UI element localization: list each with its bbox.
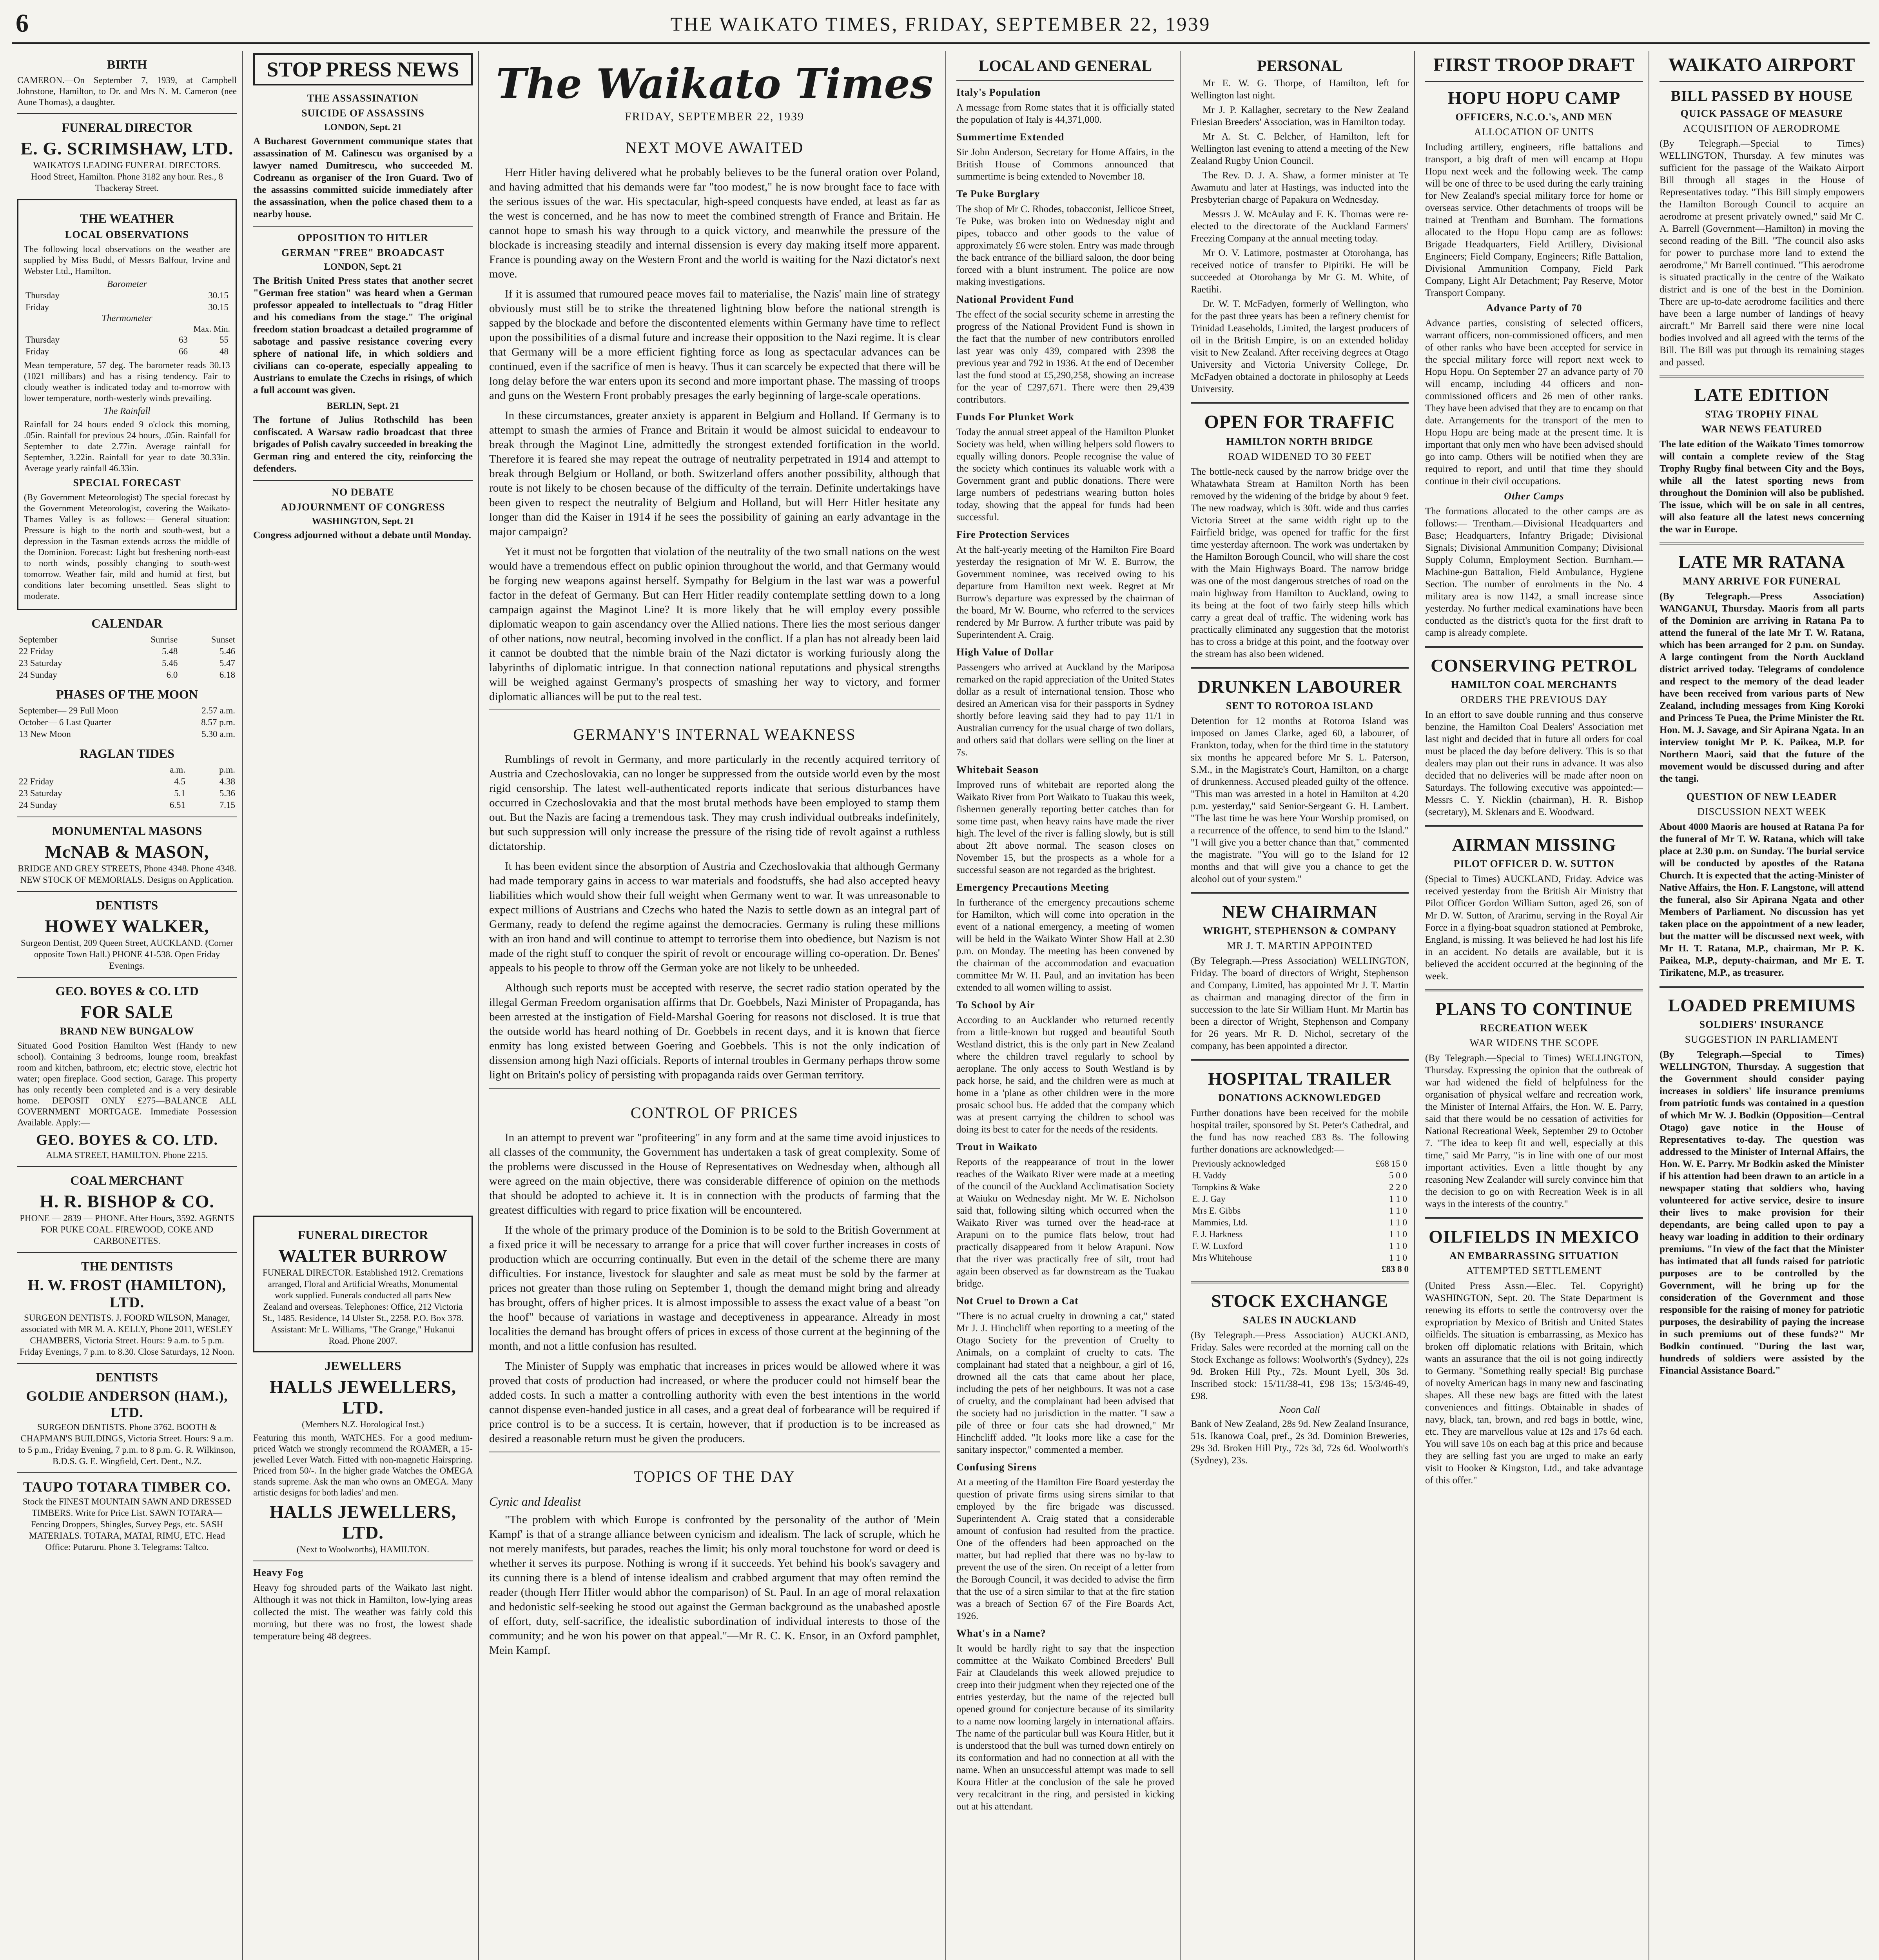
column-classifieds [12,51,243,1960]
camp-heading: HOPU HOPU CAMP [1447,88,1621,108]
local-item-title: Whitebait Season [956,764,1039,775]
donation-row: Mrs Whitehouse 1 1 0 [1192,1253,1407,1263]
local-item-text: The shop of Mr C. Rhodes, tobacconist, Jellicoe Street, Te Puke, was broken into on Wednesday night and pipes, tobacco and other goods to the value of approximately £6 were stolen. Entry was made through the back entrance of the billiard saloon, the door being forced with a blunt instrument. The police are now making investigations. [956,204,1174,287]
funeral-tagline: WAIKATO'S LEADING FUNERAL DIRECTORS. [33,160,221,170]
advance-text: Advance parties, consisting of selected officers, warrant officers, non-commissioned officers, and men of other ranks who have been accepted for service in the special military force will report next week to Hopu Hopu. On September 27 an advance party of 70 will encamp, including 44 officers and non-commissioned officers and 26 men of other ranks. They have been advised that they are to encamp on that date. Arrangements for the transport of the men to Hopu Hopu are being made at the present time. It is important that only men who have been advised should go into camp. Others will be notified when they are required to report, and until that time they should continue in their civil occupations. [1425,318,1643,486]
trailer-heading: HOSPITAL TRAILER [1208,1069,1392,1089]
dentists3-heading: DENTISTS [96,1370,158,1384]
birth-notice: CAMERON.—On September 7, 1939, at Campbell Johnstone, Hamilton, to Dr. and Mrs N. M. Cameron (nee Aune Thomas), a daughter. [17,75,237,107]
local-item-title: Not Cruel to Drown a Cat [956,1295,1079,1307]
halls-advertiser: HALLS JEWELLERS, LTD. [269,1377,457,1417]
local-item-text: Today the annual street appeal of the Hamilton Plunket Society was held, when willing helpers sold flowers to equally willing donors. People recognise the value of the society which continues its valuable work with a Government grant and public donations. There were large numbers of pedestrians wearing button holes today, showing that the appeal for funds had been successful. [956,427,1174,523]
stock-heading: STOCK EXCHANGE [1211,1291,1388,1311]
stop-press-item-head: NO DEBATE [332,486,394,498]
trailer-text: Further donations have been received for the mobile hospital trailer, sponsored by St. Peter's Cathedral, and the fund has now reached £83 8s. The following further donations are acknowledged:— [1191,1108,1409,1155]
halls-text: Featuring this month, WATCHES. For a good medium-priced Watch we strongly recommend the ROAMER, a 15-jewelled Lever Watch. Fitted with non-magnetic Hairspring. Priced from 50/-. In the higher grade Watches the OMEGA stands supreme. Ask the man who owns an OMEGA. Many artistic designs for both ladies' and men. [253,1433,473,1497]
totara-text: Stock the FINEST MOUNTAIN SAWN AND DRESSED TIMBERS. Write for Price List. SAWN TOTARA—Fencing Droppers, Shingles, Survey Pegs, etc. SASH MATERIALS. TOTARA, MATAI, RIMU, ETC. Head Office: Putaruru. Phone 3. Telegrams: Taltco. [22,1497,232,1552]
stop-press-item-sub: GERMAN "FREE" BROADCAST [281,247,444,258]
weather-heading: THE WEATHER [80,211,174,225]
late-edition-text: The late edition of the Waikato Times tomorrow will contain a complete review of the Stag Trophy Rugby final between City and the Boys, while all the latest sporting news from throughout the Dominion will also be published. The issue, which will be on sale in all centres, will also feature all the latest news concerning the war in Europe. [1660,439,1864,535]
coal-heading: COAL MERCHANT [70,1173,184,1187]
editorial-heading: TOPICS OF THE DAY [633,1468,796,1485]
topic-subheading: Cynic and Idealist [489,1494,581,1508]
newspaper-running-title: THE WAIKATO TIMES, FRIDAY, SEPTEMBER 22, 1939 [670,13,1211,35]
late-edition-heading: LATE EDITION [1694,385,1830,405]
local-item-text: At the half-yearly meeting of the Hamilton Fire Board yesterday the resignation of Mr W. E. Burrow, the Government nominee, was received owing to his departure from Hamilton next week. Regret at Mr Burrow's departure was expressed by the chairman of the board, Mr W. Bourne, who referred to the services rendered by Mr Burrow. A further tribute was paid by Superintendent A. Craig. [956,544,1174,640]
plans-text: (By Telegraph.—Special to Times) WELLINGTON, Thursday. Expressing the opinion that the outbreak of war had widened the field of helpfulness for the organisation of physical welfare and recreation work, the Minister of Internal Affairs, the Hon. W. E. Parry, said that there would be no cessation of activities for National Recreational Week, September 29 to October 7. "The idea to keep fit and well, especially at this time," said Mr Parry, "is in line with one of our most important activities. Even a little thought by any reasoning New Zealander will surely convince him that the decision to go on with Recreation Week is in all ways in the interests of the country." [1425,1053,1643,1209]
airman-text: (Special to Times) AUCKLAND, Friday. Advice was received yesterday from the British Air Ministry that Pilot Officer Gordon William Sutton, aged 26, son of Mr D. W. Sutton, of Ararimu, serving in the Royal Air Force in a flying-boat squadron stationed at Pembroke, England, is missing. It was believed he had lost his life in an accident. No details are available, but it is believed the accident occurred at the beginning of the week. [1425,874,1643,982]
editorial-heading: GERMANY'S INTERNAL WEAKNESS [573,726,856,743]
forecast-heading: SPECIAL FORECAST [73,477,181,488]
local-item-title: To School by Air [956,999,1035,1011]
weather-summary: Mean temperature, 57 deg. The barometer reads 30.13 (1021 millibars) and has a rising tendency. Fair to cloudy weather is indicated today and to-morrow with lower temperature, north-westerly winds prevailing. [24,360,230,403]
tides-table: a.m. p.m. 22 Friday 4.5 4.38 23 Saturday 5.1 5.36 24 Sunday 6.51 7.15 [19,765,235,810]
ratana-heading: LATE MR RATANA [1678,552,1845,572]
newspaper-masthead: The Waikato Times [496,60,933,108]
halls-advertiser-2: HALLS JEWELLERS, LTD. [269,1502,457,1543]
editorial-heading: NEXT MOVE AWAITED [625,139,804,156]
boyes-heading: GEO. BOYES & CO. LTD [55,984,199,998]
stop-press-item-head: THE ASSASSINATION [307,93,419,104]
dentists-heading: DENTISTS [96,898,158,912]
local-general-heading: LOCAL AND GENERAL [978,57,1152,74]
column-local-general [951,51,1181,1960]
fog-text: Heavy fog shrouded parts of the Waikato last night. Although it was not thick in Hamilton, low-lying areas collected the mist. The weather was fairly cold this morning, but there was no frost, the lowest shade temperature being 48 degrees. [253,1583,473,1642]
weather-intro: The following local observations on the weather are supplied by Miss Budd, of Messrs Balfour, Irvine and Webster Ltd., Hamilton. [24,244,230,276]
dentist-advertiser: HOWEY WALKER, [45,916,209,936]
local-item-title: Summertime Extended [956,131,1065,143]
jewellers-heading: JEWELLERS [325,1359,401,1373]
monument-text: BRIDGE AND GREY STREETS, Phone 4348. Phone 4348. NEW STOCK OF MEMORIALS. Designs on Application. [18,864,236,885]
draft-heading: FIRST TROOP DRAFT [1433,54,1635,75]
noon-text: Bank of New Zealand, 28s 9d. New Zealand Insurance, 51s. Ikanowa Coal, pref., 2s 3d. Dominion Breweries, 29s 3d. Broken Hill Pty., 72s 3d, 72s 6d. Woolworth's (Sydney), 23s. [1191,1419,1409,1466]
funeral-advertiser: E. G. SCRIMSHAW, LTD. [20,138,234,158]
calendar-table: September Sunrise Sunset 22 Friday 5.48 5.46 23 Saturday 5.46 5.47 24 Sunday 6.0 6.18 [19,635,235,680]
donation-row: F. J. Harkness 1 1 0 [1192,1229,1407,1239]
barometer-table: Thursday 30.15 Friday 30.15 [25,290,229,312]
personal-item: Dr. W. T. McFadyen, formerly of Wellington, who for the past three years has been a refinery chemist for Trinidad Leaseholds, Limited, the largest producers of oil in the British Empire, is on an extended holiday visit to New Zealand. After receiving degrees at Otago University and Victoria University College, Dr. McFadyen obtained a doctorate in philosophy at Leeds University. [1191,299,1409,394]
page-header [12,7,1870,44]
thermometer-label: Thermometer [102,313,152,323]
funeral-director-ad: FUNERAL DIRECTOR WALTER BURROW FUNERAL DIRECTOR. Established 1912. Cremations arranged, Floral and Artificial Wreaths, Monumental work supplied. Funerals conducted all parts New Zealand and overseas. Telephones: Office, 212 Victoria St., 1485. Residence, 14 Ulster St., 2258. P.O. Box 378. Assistant: Mr L. Williams, "The Grange," Hukanui Road. Phone 2007. [253,1216,473,1352]
donations-table [1191,1158,1409,1264]
editorial-heading: CONTROL OF PRICES [630,1104,799,1122]
page-number: 6 [16,9,29,38]
traffic-heading: OPEN FOR TRAFFIC [1204,412,1395,432]
column-personal: PERSONAL Mr E. W. G. Thorpe, of Hamilton, left for Wellington last night. Mr J. P. Kallagher, secretary to the New Zealand Friesian Breeders' Association, was in Hamilton today. Mr A. St. C. Belcher, of Hamilton, left for Wellington last evening to attend a meeting of the New Zealand Rugby Union Council. The Rev. D. J. A. Shaw, a former minister at Te Awamutu and later at Hastings, was inducted into the Presbyterian charge of Papakura on Wednesday. Messrs J. W. McAulay and F. K. Thomas were re-elected to the directorate of the Auckland Farmers' Freezing Company at the annual meeting today. Mr O. V. Latimore, postmaster at Otorohanga, has received notice of transfer to Pipiriki. He will be succeeded at Otorohanga by Mr G. M. White, of Raetihi. Dr. W. T. McFadyen, formerly of Wellington, who for the past three years has been a refinery chemist for Trinidad Leaseholds, Limited, the largest producers of oil in the British Empire, is on an extended holiday visit to New Zealand. After receiving degrees at Otago University and Victoria University College, Dr. McFadyen obtained a doctorate in philosophy at Leeds University. OPEN FOR TRAFFIC HAMILTON NORTH BRIDGE ROAD WIDENED TO 30 FEET The bottle-neck caused by the narrow bridge over the Whatawhata Stream at Hamilton North has been removed by the widening of the bridge by about 9 feet. The new roadway, which is 30ft. wide and thus carries Victoria Street at the same width right up to the Fairfield bridge, was opened for traffic for the first time yesterday afternoon. The work was undertaken by the Hamilton Borough Council, who will share the cost with the Main Highways Board. The narrow bridge was one of the most dangerous stretches of road on the main highway from Hamilton to Auckland, owing to its being at the foot of two fairly steep hills which carry a great deal of traffic. The widening work has practically eliminated any suggestion that the motorist has to cross a bridge at this point, and the footway over the stream has also been widened. DRUNKEN LABOURER SENT TO ROTOROA ISLAND Detention for 12 months at Rotoroa Island was imposed on James Clarke, aged 60, a labourer, of Frankton, today, when for the third time in the statutory six months he appeared before Mr S. L. Paterson, S.M., in the Magistrate's Court, Hamilton, on a charge of drunkenness. Accused pleaded guilty of the offence. "This man was arrested in a hotel in Hamilton at 4.20 p.m. yesterday," said Senior-Sergeant G. H. Lambert. "The last time he was here Your Worship promised, on a recurrence of the offence, to send him to the Island." "I will give you a better chance than that," commented the magistrate. "You will go to the Island for 12 months and that will give you a chance to get the alcohol out of your system." NEW CHAIRMAN WRIGHT, STEPHENSON & COMPANY MR J. T. MARTIN APPOINTED (By Telegraph.—Press Association) WELLINGTON, Friday. The board of directors of Wright, Stephenson and Company, Limited, has appointed Mr J. T. Martin as chairman and managing director of the firm in succession to the late Sir William Hunt. Mr Martin has been a director of Wright, Stephenson and Company for 26 years. Mr R. D. Nichol, secretary of the company, has been appointed a director. HOSPITAL TRAILER DONATIONS ACKNOWLEDGED Further donations have been received for the mobile hospital trailer, sponsored by St. Peter's Cathedral, and the fund has now reached £83 8s. The following further donations are acknowledged:— Previously acknowledged £68 15 0 H. Vaddy 5 0 0 Tompkins & Wake 2 2 0 E. J. Gay 1 1 0 Mrs E. Gibbs 1 1 0 Mammies, Ltd. 1 1 0 F. J. Harkness 1 1 0 F. W. Luxford 1 1 0 Mrs Whitehouse 1 1 0 £83 8 0 STOCK EXCHANGE SALES IN AUCKLAND (By Telegraph.—Press Association) AUCKLAND, Friday. Sales were recorded at the morning call on the Stock Exchange as follows: Woolworth's (Sydney), 22s 9d. Broken Hill Pty., 72s. Mount Lyell, 30s 3d. Inscribed stock: 15/11/38-41, £98 13s; 15/3/46-49, £98. Noon Call Bank of New Zealand, 28s 9d. New Zealand Insurance, 51s. Ikanowa Coal, pref., 2s 3d. Dominion Breweries, 29s 3d. Broken Hill Pty., 72s 3d, 72s 6d. Woolworth's (Sydney), 23s. [1185,51,1415,1960]
monument-advertiser: McNAB & MASON, [45,842,209,862]
airport-text: (By Telegraph.—Special to Times) WELLINGTON, Thursday. A few minutes was sufficient for the passage of the Waikato Airport Bill through all stages in the House of Representatives today. "This Bill simply empowers the Hamilton Borough Council to acquire an aerodrome at present privately owned," said Mr C. A. Barrell (Government—Hamilton) in moving the second reading of the Bill. "The council also asks for power to purchase more land to extend the aerodrome," Mr Barrell continued. "This aerodrome is situated practically in the centre of the Waikato district and is one of the best in the Dominion. There are up-to-date aerodrome facilities and there have been a large number of landings of heavy aircraft." Mr Barrell said there were nine local bodies involved and all agreed with the terms of the Bill. The Bill was put through its remaining stages and passed. [1660,138,1864,368]
column-editorial: The Waikato Times FRIDAY, SEPTEMBER 22, 1939 NEXT MOVE AWAITED Herr Hitler having delivered what he probably believes to be the funeral oration over Poland, and having admitted that his demands were far "too modest," he is now brought face to face with the serious issues of the war. His spectacular, high-speed conquests have ended, at least as far as the west is concerned, and he has now to meet the combined strength of France and Britain. He cannot hope to smash his way through to a quick victory, and meanwhile the pressure of the blockade is increasing steadily and internal dissension is every day making itself more apparent. France is pounding away on the Western Front and the world is waiting for the Nazi dictator's next move. If it is assumed that rumoured peace moves fail to materialise, the Nazis' main line of strategy obviously must still be to strike the threatened lightning blow before the national strength is sapped by the blockade and before the discontented elements within Germany have time to reflect upon the possibilities of a dismal future and increase their opposition to the Nazi regime. It is clear that Germany will be a more efficient fighting force as long as spectacular advances can be continued, even if the sacrifice of men is heavy. Thus it can scarcely be expected that there will be long delay before the war enters upon its second and more important phase. The massing of troops and guns on the Western Front probably presages the early beginning of large-scale operations. In these circumstances, greater anxiety is apparent in Belgium and Holland. If Germany is to attempt to smash the armies of France and Britain it would be almost suicidal to endeavour to break through the Maginot Line, admittedly the strongest extended fortification in the world. Therefore it is feared she may repeat the outrage of neutrality perpetrated in 1914 and attempt to break through Belgium or Holland, or both. Switzerland offers another possibility, although that route is not likely to be chosen because of the difficulty of the terrain. Definite undertakings have been given to respect the neutrality of Belgium and Holland, but will Herr Hitler hesitate any longer than did the Kaiser in 1914 if he sees the possibility of gaining an early advantage in the major campaign? Yet it must not be forgotten that violation of the neutrality of the two small nations on the west would have a tremendous effect on public opinion throughout the world, and that Germany would be forging new weapons against herself. Sympathy for Belgium in the last war was a powerful factor in the defeat of Germany. But can Herr Hitler readily contemplate settling down to a long campaign against the Maginot Line? It is more likely that he will employ every possible diplomatic weapon to gain ascendancy over the Allied nations. There lies the most serious danger of other nations, now neutral, becoming involved in the conflict. If a plan has not already been laid it cannot be doubted that the nimble brain of the Nazi dictator is working furiously along the labyrinths of diplomatic intrigue. In that connection national reputations and physical strengths will be weighed against Germany's prospects of smashing her way to victory, and former diplomatic alliances will be put to the real test. GERMANY'S INTERNAL WEAKNESS Rumblings of revolt in Germany, and more particularly in the recently acquired territory of Austria and Czechoslovakia, can no longer be suppressed from the outside world even by the most rigid censorship. The latest well-authenticated reports indicate that serious disturbances have occurred in Czechoslovakia and that the most brutal methods have been employed to stamp them out. But the Nazis are facing a tremendous task. They may crush individual outbreaks indefinitely, but such suppression will only increase the pressure of the rising tide of revolt against a ruthless dictatorship. It has been evident since the absorption of Austria and Czechoslovakia that although Germany had made temporary gains in access to war materials and foodstuffs, she had also accepted heavy liabilities which would show their full weight when Germany went to war. It was unreasonable to expect millions of Austrians and Czechs who hated the Nazis to settle down as an integral part of Germany, ready to defend the regime against the democracies. Germany is ruling these millions with an iron hand and will continue to attempt to terrorise them into obedience, but Nazism is not made of the right stuff to conquer the spirit of revolt or encourage willing co-operation. Dr. Benes' appeals to his people to throw off the German yoke are not likely to be unheeded. Although such reports must be accepted with reserve, the secret radio station operated by the illegal German Freedom organisation affirms that Dr. Goebbels, Nazi Minister of Propaganda, has been arrested at the instigation of Field-Marshal Goering for reasons not disclosed. It is true that the outside world has heard nothing of Dr. Goebbels in recent days, and it is known that fierce enmity has long existed between Goering and Goebbels. This is not the only indication of dissension among high Nazi officials. Reports of internal troubles in Germany perhaps throw some light on Britain's policy of persisting with propaganda raids over German territory. CONTROL OF PRICES In an attempt to prevent war "profiteering" in any form and at the same time avoid injustices to all classes of the community, the Government has undertaken a task of great complexity. Some of the problems were discussed in the House of Representatives on Wednesday when, although all were agreed on the main objective, there was considerable difference of opinion on the methods that should be adopted to achieve it. It is in connection with the products of farming that the greatest difficulties with regard to price fixation will be encountered. If the whole of the primary produce of the Dominion is to be sold to the British Government at a fixed price it will be necessary to arrange for a price that will cover further increases in costs of production which are occurring continually. But even in the detail of the scheme there are many difficulties. For instance, livestock for slaughter and sale as meat must be sold by the farmer at prices not greater than those ruling on September 1, though the demand might bring and already has brought, offers of higher prices. It is almost impossible to assess the exact value of a beast "on the hoof" because of variations in wastage and deceptiveness in appearance. Already in most localities the demand has brought offers of prices in excess of those current at the beginning of the month, and not a little confusion has resulted. The Minister of Supply was emphatic that increases in prices would be allowed where it was proved that costs of production had increased, or where the producer could not himself bear the added costs. In such a matter a controlling authority with even the best intentions in the world cannot dispense even-handed justice in all cases, and a great deal of forbearance will be required if price control is to be a success. It is certain, however, that if production is to be increased as desired a reasonable return must be given the producers. TOPICS OF THE DAY Cynic and Idealist "The problem with which Europe is confronted by the personality of the author of 'Mein Kampf' is that of a strange alliance between cynicism and idealism. The lack of scruple, which he not merely manifests, but parades, reaches the limit; his only moral touchstone for word or deed is whether it serves its purpose. Nothing is wrong if it succeeds. Yet behind his book's savagery and its cunning there is a blend of intense idealism and crabbed argument that may often remind the reader (though Herr Hitler would abhor the comparison) of St. Paul. In an age of moral relaxation and hedonistic self-seeking he stood out against the German background as the unabashed apostle of effort, duty, self-sacrifice, the idealistic subordination of individual interests to those of the community; and he won his power on that appeal."—Mr R. C. K. Ensor, in an Oxford pamphlet, Mein Kampf. [484,51,946,1960]
personal-item: Mr J. P. Kallagher, secretary to the New Zealand Friesian Breeders' Association, was in Hamilton today. [1191,105,1409,127]
donation-row: Previously acknowledged £68 15 0 [1192,1159,1407,1169]
local-item-text: In furtherance of the emergency precautions scheme for Hamilton, which will come into operation in the event of a national emergency, a meeting of women will be held in the Waikato Winter Show Hall at 2.30 p.m. on Monday. The meeting has been convened by the chairman of the accommodation and evacuation committee Mr W. H. Paul, and an invitation has been extended to all women willing to assist. [956,897,1174,993]
frost-advertiser: H. W. FROST (HAMILTON), LTD. [28,1277,226,1311]
rainfall-heading: The Rainfall [103,406,151,416]
editorial-date: FRIDAY, SEPTEMBER 22, 1939 [625,110,804,123]
chairman-text: (By Telegraph.—Press Association) WELLINGTON, Friday. The board of directors of Wright, Stephenson and Company, Limited, has appointed Mr J. T. Martin as chairman and managing director of the firm in succession to the late Sir William Hunt. Mr Martin has been a director of Wright, Stephenson and Company for 26 years. Mr R. D. Nichol, secretary of the company, has been appointed a director. [1191,956,1409,1051]
fog-heading: Heavy Fog [253,1567,304,1578]
moon-heading: PHASES OF THE MOON [56,687,198,701]
weather-subheading: LOCAL OBSERVATIONS [65,229,189,240]
local-item-title: Trout in Waikato [956,1141,1037,1152]
local-item-title: Funds For Plunket Work [956,411,1074,423]
question-text: About 4000 Maoris are housed at Ratana Pa for the funeral of Mr T. W. Ratana, which will take place at 2.30 p.m. on Sunday. The burial service will be conducted by apostles of the Ratana Church. It is expected that the acting-Minister of Native Affairs, the Hon. F. Langstone, will attend the funeral, also Sir Apirana Ngata and other Members of Parliament. No discussion has yet taken place on the appointment of a new leader, but the matter will be discussed next week, with Mr H. T. Ratana, M.P., chairman, Mr P. K. Paikea, M.P., deputy-chairman, and Mr E. T. Tirikatene, M.P., as treasurer. [1660,822,1864,978]
column-stop-press: STOP PRESS NEWS THE ASSASSINATION SUICIDE OF ASSASSINS LONDON, Sept. 21 A Bucharest Government communique states that assassination of M. Calinescu was organised by a lawyer named Dumitrescu, who succeeded M. Codreanu as organiser of the Iron Guard. Two of the assassins committed suicide immediately after the assassination, when the police chased them to a nearby house. OPPOSITION TO HITLER GERMAN "FREE" BROADCAST LONDON, Sept. 21 The British United Press states that another secret "German free station" was heard when a German professor appealed to intellectuals to "drag Hitler and his comedians from the stage." The original freedom station broadcast a detailed programme of sabotage and passive resistance covering every sphere of national life, in which soldiers and civilians can co-operate, especially appealing to Austrians to emulate the Czechs in risings, of which a full account was given. BERLIN, Sept. 21 The fortune of Julius Rothschild has been confiscated. A Warsaw radio broadcast that three brigades of Polish cavalry succeeded in breaking the German ring and entered the city, reinforcing the defenders. NO DEBATE ADJOURNMENT OF CONGRESS WASHINGTON, Sept. 21 Congress adjourned without a debate until Monday. FUNERAL DIRECTOR WALTER BURROW FUNERAL DIRECTOR. Established 1912. Cremations arranged, Floral and Artificial Wreaths, Monumental work supplied. Funerals conducted all parts New Zealand and overseas. Telephones: Office, 212 Victoria St., 1485. Residence, 14 Ulster St., 2258. P.O. Box 378. Assistant: Mr L. Williams, "The Grange," Hukanui Road. Phone 2007. JEWELLERS HALLS JEWELLERS, LTD. (Members N.Z. Horological Inst.) Featuring this month, WATCHES. For a good medium-priced Watch we strongly recommend the ROAMER, a 15-jewelled Lever Watch. Fitted with non-magnetic Hairspring. Priced from 50/-. In the higher grade Watches the OMEGA stands supreme. Ask the man who owns an OMEGA. Many artistic designs for both ladies' and men. HALLS JEWELLERS, LTD. (Next to Woolworths), HAMILTON. Heavy Fog Heavy fog shrouded parts of the Waikato last night. Although it was not thick in Hamilton, low-lying areas collected the mist. The weather was fairly cold this morning, but there was no frost, the lowest shade temperature being 48 degrees. [248,51,479,1960]
boyes-address: ALMA STREET, HAMILTON. Phone 2215. [46,1150,208,1160]
personal-item: The Rev. D. J. A. Shaw, a former minister at Te Awamutu and later at Hastings, was inducted into the Presbyterian charge of Papakura on Wednesday. [1191,170,1409,205]
stop-press-title: STOP PRESS NEWS [253,53,473,85]
column-airport: WAIKATO AIRPORT BILL PASSED BY HOUSE QUICK PASSAGE OF MEASURE ACQUISITION OF AERODROME (By Telegraph.—Special to Times) WELLINGTON, Thursday. A few minutes was sufficient for the passage of the Waikato Airport Bill through all stages in the House of Representatives today. "This Bill simply empowers the Hamilton Borough Council to acquire an aerodrome at present privately owned," said Mr C. A. Barrell (Government—Hamilton) in moving the second reading of the Bill. "The council also asks for power to purchase more land to extend the aerodrome," Mr Barrell continued. "This aerodrome is situated practically in the centre of the Waikato district and is one of the best in the Dominion. There are up-to-date aerodrome facilities and there have been a large number of landings of heavy aircraft." Mr Barrell said there were nine local bodies involved and all agreed with the terms of the Bill. The Bill was put through its remaining stages and passed. LATE EDITION STAG TROPHY FINAL WAR NEWS FEATURED The late edition of the Waikato Times tomorrow will contain a complete review of the Stag Trophy Rugby final between City and the Boys, while all the latest sporting news from throughout the Dominion will also be published. The issue, which will be on sale in all centres, will also feature all the latest news concerning the war in Europe. LATE MR RATANA MANY ARRIVE FOR FUNERAL (By Telegraph.—Press Association) WANGANUI, Thursday. Maoris from all parts of the Dominion are arriving in Ratana Pa to attend the funeral of the late Mr T. W. Ratana, which has been arranged for 2 p.m. on Sunday. A large contingent from the North Auckland district arrived today. Telegrams of condolence and respect to the memory of the dead leader have been received from various parts of New Zealand, including messages from King Koroki and Princess Te Puea, the Prime Minister the Rt. Hon. M. J. Savage, and Sir Apirana Ngata. In an interview tonight Mr P. K. Paikea, M.P. for Northern Maori, said that the future of the movement would be discussed during and after the tangi. QUESTION OF NEW LEADER DISCUSSION NEXT WEEK About 4000 Maoris are housed at Ratana Pa for the funeral of Mr T. W. Ratana, which will take place at 2.30 p.m. on Sunday. The burial service will be conducted by apostles of the Ratana Church. It is expected that the acting-Minister of Native Affairs, the Hon. F. Langstone, will attend the funeral, also Sir Apirana Ngata and other Members of Parliament. No discussion has yet taken place on the appointment of a new leader, but the matter will be discussed next week, with Mr H. T. Ratana, M.P., chairman, Mr P. K. Paikea, M.P., deputy-chairman, and Mr E. T. Tirikatene, M.P., as treasurer. LOADED PREMIUMS SOLDIERS' INSURANCE SUGGESTION IN PARLIAMENT (By Telegraph.—Special to Times) WELLINGTON, Thursday. A suggestion that the Government should consider paying increases in soldiers' life insurance premiums from patriotic funds was contained in a question of which Mr W. J. Bodkin (Opposition—Central Otago) gave notice in the House of Representatives to-day. The question was addressed to the Minister of Internal Affairs, the Hon. W. E. Parry. Mr Bodkin asked the Minister if his attention had been drawn to an article in a newspaper stating that soldiers who, having volunteered for active service, desire to insure their lives to make provision for their dependants, are being called upon to pay a heavy war loading in addition to their ordinary premiums. "In view of the fact that the Minister has intimated that all funds raised for patriotic purposes are to be controlled by the Government, will he bring up for the consideration of the Government and those responsible for the raising of money for patriotic purposes, the desirability of paying the increase in such premiums out of these funds?" Mr Bodkin continued. "During the last war, hundreds of soldiers were assisted by the Financial Assistance Board." [1660,54,1864,1376]
othercamps-text: The formations allocated to the other camps are as follows:— Trentham.—Divisional Headquarters and Base; Headquarters, Infantry Brigade; Divisional Signals; Divisional Ammunition Company; Divisional Supply Column, Employment Section. Burnham.—Machine-gun Battalion, Field Ambulance, Hygiene Section. The number of enrolments in the No. 4 military area is now 1142, a small increase since yesterday. No further medical examinations have been conducted as the district's quota for the first draft to camp is already complete. [1425,506,1643,638]
petrol-text: In an effort to save double running and thus conserve benzine, the Hamilton Coal Dealers' Association met last night and decided that in future all orders for coal must be placed the day before delivery. This is so that dealers may plan out their runs in advance. It was also decided that no deliveries will be made after noon on Saturdays. The following executive was appointed:—Messrs C. Y. Nicklin (chairman), H. R. Bishop (secretary), M. Sklenars and E. Woodward. [1425,710,1643,817]
labourer-heading: DRUNKEN LABOURER [1197,677,1402,697]
sale-heading: FOR SALE [80,1002,174,1022]
local-item-text: "There is no actual cruelty in drowning a cat," stated Mr J. J. Hinchcliff when reporting to a meeting of the Otago Society for the prevention of Cruelty to Animals, on a complaint of cruelty to cats. The complainant had stated that a neighbour, a girl of 16, drowned all the cats that came about her place, including the pets of her neighbours. It was not a case of cruelty, and the complainant had been advised that the society had no jurisdiction in the matter. "I saw a pile of three or four cats she had drowned," Mr Hinchcliff added. "It looks more like a case for the sanitary inspector," commented a member. [956,1311,1174,1455]
oil-heading: OILFIELDS IN MEXICO [1429,1227,1640,1247]
local-item-title: Fire Protection Services [956,529,1070,540]
totara-advertiser: TAUPO TOTARA TIMBER CO. [23,1479,231,1495]
local-item-title: National Provident Fund [956,294,1074,305]
stop-press-item-head: OPPOSITION TO HITLER [297,232,429,243]
local-item-title: Te Puke Burglary [956,188,1040,200]
local-item-title: Italy's Population [956,87,1041,98]
stop-press-item-sub: SUICIDE OF ASSASSINS [301,107,424,119]
premiums-heading: LOADED PREMIUMS [1668,995,1856,1015]
weather-box: THE WEATHER LOCAL OBSERVATIONS The following local observations on the weather are supplied by Miss Budd, of Messrs Balfour, Irvine and Webster Ltd., Hamilton. Barometer Thursday 30.15 Friday 30.15 Thermometer Max. Min. Thursday 63 55 Friday 66 48 Mean temperature, 57 deg. The barometer reads 30.13 (1021 millibars) and has a rising tendency. Fair to cloudy weather is indicated today and to-morrow with lower temperature, north-westerly winds prevailing. The Rainfall Rainfall for 24 hours ended 9 o'clock this morning, .05in. Rainfall for previous 24 hours, .05in. Rainfall for September to date 2.77in. Average rainfall for September, 3.22in. Rainfall for year to date 30.33in. Average yearly rainfall 46.33in. SPECIAL FORECAST (By Government Meteorologist) The special forecast by the Government Meteorologist, covering the Waikato-Thames Valley is as follows:— General situation: Pressure is high to the north and south-west, but a depression in the Tasman extends across the middle of the Dominion. Forecast: Light but freshening north-east to north winds, possibly changing to south-west tomorrow. Weather fair, mild and humid at first, but conditions later becoming unsettled. Seas slight to moderate. [17,199,237,610]
stop-press-item-text: Congress adjourned without a debate until Monday. [253,530,471,541]
donation-row: H. Vaddy 5 0 0 [1192,1171,1407,1180]
labourer-text: Detention for 12 months at Rotoroa Island was imposed on James Clarke, aged 60, a labourer, of Frankton, today, when for the third time in the statutory six months he appeared before Mr S. L. Paterson, S.M., in the Magistrate's Court, Hamilton, on a charge of drunkenness. Accused pleaded guilty of the offence. "This man was arrested in a hotel in Hamilton at 4.20 p.m. yesterday," said Senior-Sergeant G. H. Lambert. "The last time he was here Your Worship promised, on a recurrence of the offence, to send him to the Island." "I will give you a better chance than that," commented the magistrate. "You will go to the Island for 12 months and that will give you a chance to get the alcohol out of your system." [1191,716,1409,884]
petrol-heading: CONSERVING PETROL [1431,655,1638,675]
oil-text: (United Press Assn.—Elec. Tel. Copyright) WASHINGTON, Sept. 20. The State Department is renewing its efforts to settle the controversy over the expropriation by Mexico of British and United States oilfields. The situation is embarrassing, as Mexico has broken off diplomatic relations with Britain, which wants an assurance that the oil is not going indirectly to Germany. "Something really special! Big purchase of novelty American bags in many new and fascinating shapes. All these new bags are fitted with the latest conveniences and fittings. Obtainable in shades of navy, black, tan, brown, and red bags in bottle, wine, etc. They are marvellous value at 12s and 17s 6d each. You will save 10s on each bag at this price and because they are selling fast you are urged to make an early visit to Hooker & Kingston, Ltd., and take advantage of this offer." [1425,1281,1643,1486]
personal-heading: PERSONAL [1257,57,1342,74]
personal-item: Messrs J. W. McAulay and F. K. Thomas were re-elected to the directorate of the Auckland Farmers' Freezing Company at the annual meeting today. [1191,209,1409,244]
funeral-heading: FUNERAL DIRECTOR [62,120,192,134]
coal-text: PHONE — 2839 — PHONE. After Hours, 3592. AGENTS FOR PUKE COAL. FIREWOOD, COKE AND CARBONETTES. [20,1213,234,1246]
dentist-text: Surgeon Dentist, 209 Queen Street, AUCKLAND. (Corner opposite Town Hall.) PHONE 41-538. Open Friday Evenings. [21,938,233,971]
local-items-list [956,87,1174,1813]
airport-heading: WAIKATO AIRPORT [1668,54,1855,75]
local-item-title: What's in a Name? [956,1628,1046,1639]
dentists2-heading: THE DENTISTS [81,1259,173,1273]
coal-advertiser: H. R. BISHOP & CO. [39,1191,215,1211]
monument-heading: MONUMENTAL MASONS [52,824,202,838]
forecast-text: (By Government Meteorologist) The special forecast by the Government Meteorologist, covering the Waikato-Thames Valley is as follows:— General situation: Pressure is high to the north and south-west, but a depression in the Tasman extends across the middle of the Dominion. Forecast: Light but freshening north-east to north winds, possibly changing to south-west tomorrow. Weather fair, mild and humid at first, but conditions later becoming unsettled. Seas slight to moderate. [24,492,230,601]
local-item-text: Passengers who arrived at Auckland by the Mariposa remarked on the rapid appreciation of the United States dollar as a result of international tension. Those who desired an American visa for their passports in Sydney shortly before leaving said they had to pay 11/1 in Australian currency for the usual charge of two dollars, and others said that dollars were selling on the liner at 7s. [956,662,1174,758]
local-item-title: High Value of Dollar [956,646,1054,658]
chairman-heading: NEW CHAIRMAN [1222,902,1377,922]
local-item-text: Sir John Anderson, Secretary for Home Affairs, in the British House of Commons announced that summertime is being extended to November 18. [956,147,1174,182]
personal-item: Mr E. W. G. Thorpe, of Hamilton, left for Wellington last night. [1191,78,1409,101]
rainfall-text: Rainfall for 24 hours ended 9 o'clock this morning, .05in. Rainfall for previous 24 hours, .05in. Rainfall for September to date 2.77in. Average rainfall for September, 3.22in. Rainfall for year to date 30.33in. Average yearly rainfall 46.33in. [24,419,230,473]
stop-press-item-text: The fortune of Julius Rothschild has been confiscated. A Warsaw radio broadcast that three brigades of Polish cavalry succeeded in breaking the German ring and entered the city, reinforcing the defenders. [253,415,473,474]
local-item-text: A message from Rome states that it is officially stated the population of Italy is 44,371,000. [956,102,1174,125]
donation-row: Mammies, Ltd. 1 1 0 [1192,1218,1407,1227]
thermometer-table: Thursday 63 55 Friday 66 48 [25,335,229,356]
stop-press-item-sub: ADJOURNMENT OF CONGRESS [281,501,445,513]
personal-item: Mr O. V. Latimore, postmaster at Otorohanga, has received notice of transfer to Pipiriki. He will be succeeded at Otorohanga by Mr G. M. White, of Raetihi. [1191,248,1409,295]
stock-text: (By Telegraph.—Press Association) AUCKLAND, Friday. Sales were recorded at the morning call on the Stock Exchange as follows: Woolworth's (Sydney), 22s 9d. Broken Hill Pty., 72s. Mount Lyell, 30s 3d. Inscribed stock: 15/11/38-41, £98 13s; 15/3/46-49, £98. [1191,1330,1409,1401]
ratana-text: (By Telegraph.—Press Association) WANGANUI, Thursday. Maoris from all parts of the Dominion are arriving in Ratana Pa to attend the funeral of the late Mr T. W. Ratana, which has been arranged for 2 p.m. on Sunday. A large contingent from the North Auckland district arrived today. Telegrams of condolence and respect to the memory of the dead leader have been received from various parts of New Zealand, including messages from King Koroki and Princess Te Puea, the Prime Minister the Rt. Hon. M. J. Savage, and Sir Apirana Ngata. In an interview tonight Mr P. K. Paikea, M.P. for Northern Maori, said that the future of the movement would be discussed during and after the tangi. [1660,591,1864,784]
birth-heading: BIRTH [107,57,147,71]
barometer-label: Barometer [107,279,147,289]
calendar-heading: CALENDAR [91,616,163,630]
frost-text: SURGEON DENTISTS. J. FOORD WILSON, Manager, associated with MR M. A. KELLY, Phone 2011, WESLEY CHAMBERS, Victoria Street. Hours: 9 a.m. to 5 p.m. Friday Evenings, 7 p.m. to 8.30. Close Saturdays, 12 Noon. [19,1313,235,1357]
local-item-text: Reports of the reappearance of trout in the lower reaches of the Waikato River were made at a meeting of the council of the Auckland Acclimatisation Society at Waiuku on Wednesday night. Mr W. E. Nicholson said that, following silting which occurred when the Waikato River was turned over the head-race at Arapuni on to the pumice flats below, trout had practically disappeared from it below Arapuni. Now that the river was practically free of silt, trout had again been observed as far downstream as the Tuakau bridge. [956,1157,1174,1289]
funeral-director-text: FUNERAL DIRECTOR. Established 1912. Cremations arranged, Floral and Artificial Wreaths, Monumental work supplied. Funerals conducted all parts New Zealand and overseas. Telephones: Office, 212 Victoria St., 1485. Residence, 14 Ulster St., 2258. P.O. Box 378. Assistant: Mr L. Williams, "The Grange," Hukanui Road. Phone 2007. [262,1268,464,1346]
premiums-text: (By Telegraph.—Special to Times) WELLINGTON, Thursday. A suggestion that the Government should consider paying increases in soldiers' life insurance premiums from patriotic funds was contained in a question of which Mr W. J. Bodkin (Opposition—Central Otago) gave notice in the House of Representatives to-day. The question was addressed to the Minister of Internal Affairs, the Hon. W. E. Parry. Mr Bodkin asked the Minister if his attention had been drawn to an article in a newspaper stating that soldiers who, having volunteered for active service, desire to insure their lives to make provision for their dependants, are being called upon to pay a heavy war loading in addition to their ordinary premiums. "In view of the fact that the Minister has intimated that all funds raised for patriotic purposes are to be controlled by the Government, will he bring up for the consideration of the Government and those responsible for the raising of money for patriotic purposes, the desirability of paying the increase in such premiums out of these funds?" Mr Bodkin continued. "During the last war, hundreds of soldiers were assisted by the Financial Assistance Board." [1660,1049,1864,1376]
anderson-advertiser: GOLDIE ANDERSON (HAM.), LTD. [26,1388,228,1420]
airman-heading: AIRMAN MISSING [1452,835,1616,855]
local-item-title: Confusing Sirens [956,1461,1037,1473]
tides-heading: RAGLAN TIDES [79,746,175,760]
draft-text: Including artillery, engineers, rifle battalions and transport, a big draft of men will encamp at Hopu Hopu next week and the following week. The camp will be one of three to be used during the early training for New Zealand's special military force for home or overseas service. Other detachments of troops will be trained at Trentham and Burnham. The formations allocated to the Hopu Hopu camp are as follows: Brigade Headquarters, Field Artillery, Divisional Engineers; Field Company, Engineers; Rifle Battalion, Divisional Ammunition Company, Field Park Company, Light AIr Detachment; Pay Reserve, Motor Transport Company. [1425,142,1643,298]
local-item-text: According to an Aucklander who returned recently from a little-known but rugged and beautiful South Westland district, this is the only part in New Zealand where the children travel regularly to school by aeroplane. The only access to South Westland is by pack horse, he said, and the children were as much at home in a 'plane as other children were in the more prosaic school bus. He added that the company which was at present carrying the children to school was doing its best to cater for the needs of the residents. [956,1015,1174,1135]
funeral-director-name: WALTER BURROW [278,1246,448,1266]
boyes-advertiser: GEO. BOYES & CO. LTD. [36,1132,218,1148]
traffic-text: The bottle-neck caused by the narrow bridge over the Whatawhata Stream at Hamilton North has been removed by the widening of the bridge by about 9 feet. The new roadway, which is 30ft. wide and thus carries Victoria Street at the same width right up to the Fairfield bridge, was opened for traffic for the first time yesterday afternoon. The work was undertaken by the Hamilton Borough Council, who will share the cost with the Main Highways Board. The narrow bridge was one of the most dangerous stretches of road on the main highway from Hamilton to Auckland, owing to its being at the foot of two fairly steep hills which carry a great deal of traffic. The widening work has practically eliminated any suggestion that the motorist has to cross a bridge at this point, and the footway over the stream has also been widened. [1191,466,1409,659]
funeral-address: Hood Street, Hamilton. Phone 3182 any hour. Res., 8 Thackeray Street. [31,172,223,193]
personal-item: Mr A. St. C. Belcher, of Hamilton, left for Wellington last evening to attend a meeting of the New Zealand Rugby Union Council. [1191,131,1409,166]
local-item-text: At a meeting of the Hamilton Fire Board yesterday the question of private firms using sirens similar to that employed by the fire brigade was discussed. Superintendent A. Craig stated that a considerable amount of confusion had resulted from the practice. One of the offenders had been approached on the matter, but had replied that there was no by-law to prevent the use of the siren. On receipt of a letter from the Borough Council, it was decided to advise the firm that the use of a siren similar to that at the fire station was a breach of Section 67 of the Fire Boards Act, 1926. [956,1477,1174,1621]
sale-text: Situated Good Position Hamilton West (Handy to new school). Containing 3 bedrooms, lounge room, breakfast room and kitchen, bathroom, etc; electric stove, electric hot water; open fireplace. Good section, Garage. This property has only recently been completed and is a very desirable home. DEPOSIT ONLY £275—BALANCE ALL GOVERNMENT MORTGAGE. Immediate Possession Available. Apply:— [17,1041,237,1127]
donation-row: Mrs E. Gibbs 1 1 0 [1192,1206,1407,1216]
local-item-text: The effect of the social security scheme in arresting the progress of the National Provident Fund is shown in the fact that the number of new contributors enrolled last year was only 439, compared with 2398 the previous year and 792 in 1936. At the end of December last the fund stood at £5,290,258, showing an increase for the year of £297,671. There were then 29,439 contributors. [956,309,1174,405]
anderson-text: SURGEON DENTISTS. Phone 3762. BOOTH & CHAPMAN'S BUILDINGS, Victoria Street. Hours: 9 a.m. to 5 p.m., Friday Evening, 7 p.m. to 8 p.m. G. R. Wilkinson, B.D.S. G. E. Wingfield, Cert. Dent., N.Z. [18,1422,236,1466]
column-troops: FIRST TROOP DRAFT HOPU HOPU CAMP OFFICERS, N.C.O.'s, AND MEN ALLOCATION OF UNITS Including artillery, engineers, rifle battalions and transport, a big draft of men will encamp at Hopu Hopu next week and the following week. The camp will be one of three to be used during the early training for New Zealand's special military force for home or overseas service. Other detachments of troops will be trained at Trentham and Burnham. The formations allocated to the Hopu Hopu camp are as follows: Brigade Headquarters, Field Artillery, Divisional Engineers; Field Company, Engineers; Rifle Battalion, Divisional Ammunition Company, Field Park Company, Light AIr Detachment; Pay Reserve, Motor Transport Company. Advance Party of 70 Advance parties, consisting of selected officers, warrant officers, non-commissioned officers, and men of other ranks who have been accepted for service in the special military force will report next week to Hopu Hopu. On September 27 an advance party of 70 will encamp, including 44 officers and non-commissioned officers and 26 men of other ranks. They have been advised that they are to encamp on that date. Arrangements for the transport of the men to Hopu Hopu are being made at the present time. It is important that only men who have been advised should go into camp. Others will be notified when they are required to report, and until that time they should continue in their civil occupations. Other Camps The formations allocated to the other camps are as follows:— Trentham.—Divisional Headquarters and Base; Headquarters, Infantry Brigade; Divisional Signals; Divisional Ammunition Company; Divisional Supply Column, Employment Section. Burnham.—Machine-gun Battalion, Field Ambulance, Hygiene Section. The number of enrolments in the No. 4 military area is now 1142, a small increase since yesterday. No further medical examinations have been conducted as the district's quota for the first draft to camp is already complete. CONSERVING PETROL HAMILTON COAL MERCHANTS ORDERS THE PREVIOUS DAY In an effort to save double running and thus conserve benzine, the Hamilton Coal Dealers' Association met last night and decided that in future all orders for coal must be placed the day before delivery. This is so that dealers may plan out their runs in advance. It was also decided that no deliveries will be made after noon on Saturdays. The following executive was appointed:—Messrs C. Y. Nicklin (chairman), H. R. Bishop (secretary), M. Sklenars and E. Woodward. AIRMAN MISSING PILOT OFFICER D. W. SUTTON (Special to Times) AUCKLAND, Friday. Advice was received yesterday from the British Air Ministry that Pilot Officer Gordon William Sutton, aged 26, son of Mr D. W. Sutton, of Ararimu, serving in the Royal Air Force in a flying-boat squadron stationed at Pembroke, England, is missing. It was believed he had lost his life in an accident. No details are available, but it is believed the accident occurred at the beginning of the week. PLANS TO CONTINUE RECREATION WEEK WAR WIDENS THE SCOPE (By Telegraph.—Special to Times) WELLINGTON, Thursday. Expressing the opinion that the outbreak of war had widened the field of helpfulness for the organisation of physical welfare and recreation work, the Minister of Internal Affairs, the Hon. W. E. Parry, said that there would be no cessation of activities for National Recreational Week, September 29 to October 7. "The idea to keep fit and well, especially at this time," said Mr Parry, "is in line with one of our most important activities. Even a little thought by any reasoning New Zealander will surely convince him that the decision to go on with Recreation Week is in all ways in the interests of the country." OILFIELDS IN MEXICO AN EMBARRASSING SITUATION ATTEMPTED SETTLEMENT (United Press Assn.—Elec. Tel. Copyright) WASHINGTON, Sept. 20. The State Department is renewing its efforts to settle the controversy over the expropriation by Mexico of British and United States oilfields. The situation is embarrassing, as Mexico has broken off diplomatic relations with Britain, which wants an assurance that the oil is not going indirectly to Germany. "Something really special! Big purchase of novelty American bags in many new and fascinating shapes. All these new bags are fitted with the latest conveniences and fittings. Obtainable in shades of navy, black, tan, brown, and red bags in bottle, wine, etc. They are marvellous value at 12s and 17s 6d each. You will save 10s on each bag at this price and because they are selling fast you are urged to make an early visit to Hooker & Kingston, Ltd., and take advantage of this offer." [1420,51,1649,1960]
local-item-text: It would be hardly right to say that the inspection committee at the Waikato Combined Breeders' Bull Fair at Claudelands this week allowed prejudice to creep into their judgment when they rejected one of the entries yesterday, but the name of the rejected bull opened ground for conjecture because of its similarity to a name now looming largely in international affairs. The name of the particular bull was Koura Hitler, but it is understood that the bull was turned down entirely on its conformation and had no connection at all with the name. When an unsuccessful attempt was made to sell Koura Hitler at the conclusion of the sale he proved very recalcitrant in the ring, and persisted in kicking out at his attendant. [956,1643,1174,1812]
stop-press-item-text: A Bucharest Government communique states that assassination of M. Calinescu was organised by a lawyer named Dumitrescu, who succeeded M. Codreanu as organiser of the Iron Guard. Two of the assassins committed suicide immediately after the assassination, when the police chased them to a nearby house. [253,136,473,220]
donation-row: F. W. Luxford 1 1 0 [1192,1241,1407,1251]
stop-press-item-text: The British United Press states that another secret "German free station" was heard when a German professor appealed to intellectuals to "drag Hitler and his comedians from the stage." The original freedom station broadcast a detailed programme of sabotage and passive resistance covering every sphere of national life, in which soldiers and civilians can co-operate, especially appealing to Austrians to emulate the Czechs in risings, of which a full account was given. [253,276,473,396]
personal-items-list [1191,77,1409,395]
local-item-text: Improved runs of whitebait are reported along the Waikato River from Port Waikato to Tuakau this week, fishermen generally reporting better catches than for some time past, when heavy rains have made the river high. The level of the river is falling slowly, but is still about 2ft above normal. The season closes on November 15, but the prospects as a whole for a successful season are not regarded as the brightest. [956,780,1174,875]
moon-table: September— 29 Full Moon 2.57 a.m. October— 6 Last Quarter 8.57 p.m. 13 New Moon 5.30 a.m. [19,706,235,739]
donations-total: £83 8 0 [1191,1264,1409,1274]
local-item-title: Emergency Precautions Meeting [956,882,1109,893]
sale-subheading: BRAND NEW BUNGALOW [60,1025,194,1037]
donation-row: Tompkins & Wake 2 2 0 [1192,1182,1407,1192]
donation-row: E. J. Gay 1 1 0 [1192,1194,1407,1204]
plans-heading: PLANS TO CONTINUE [1435,999,1633,1019]
